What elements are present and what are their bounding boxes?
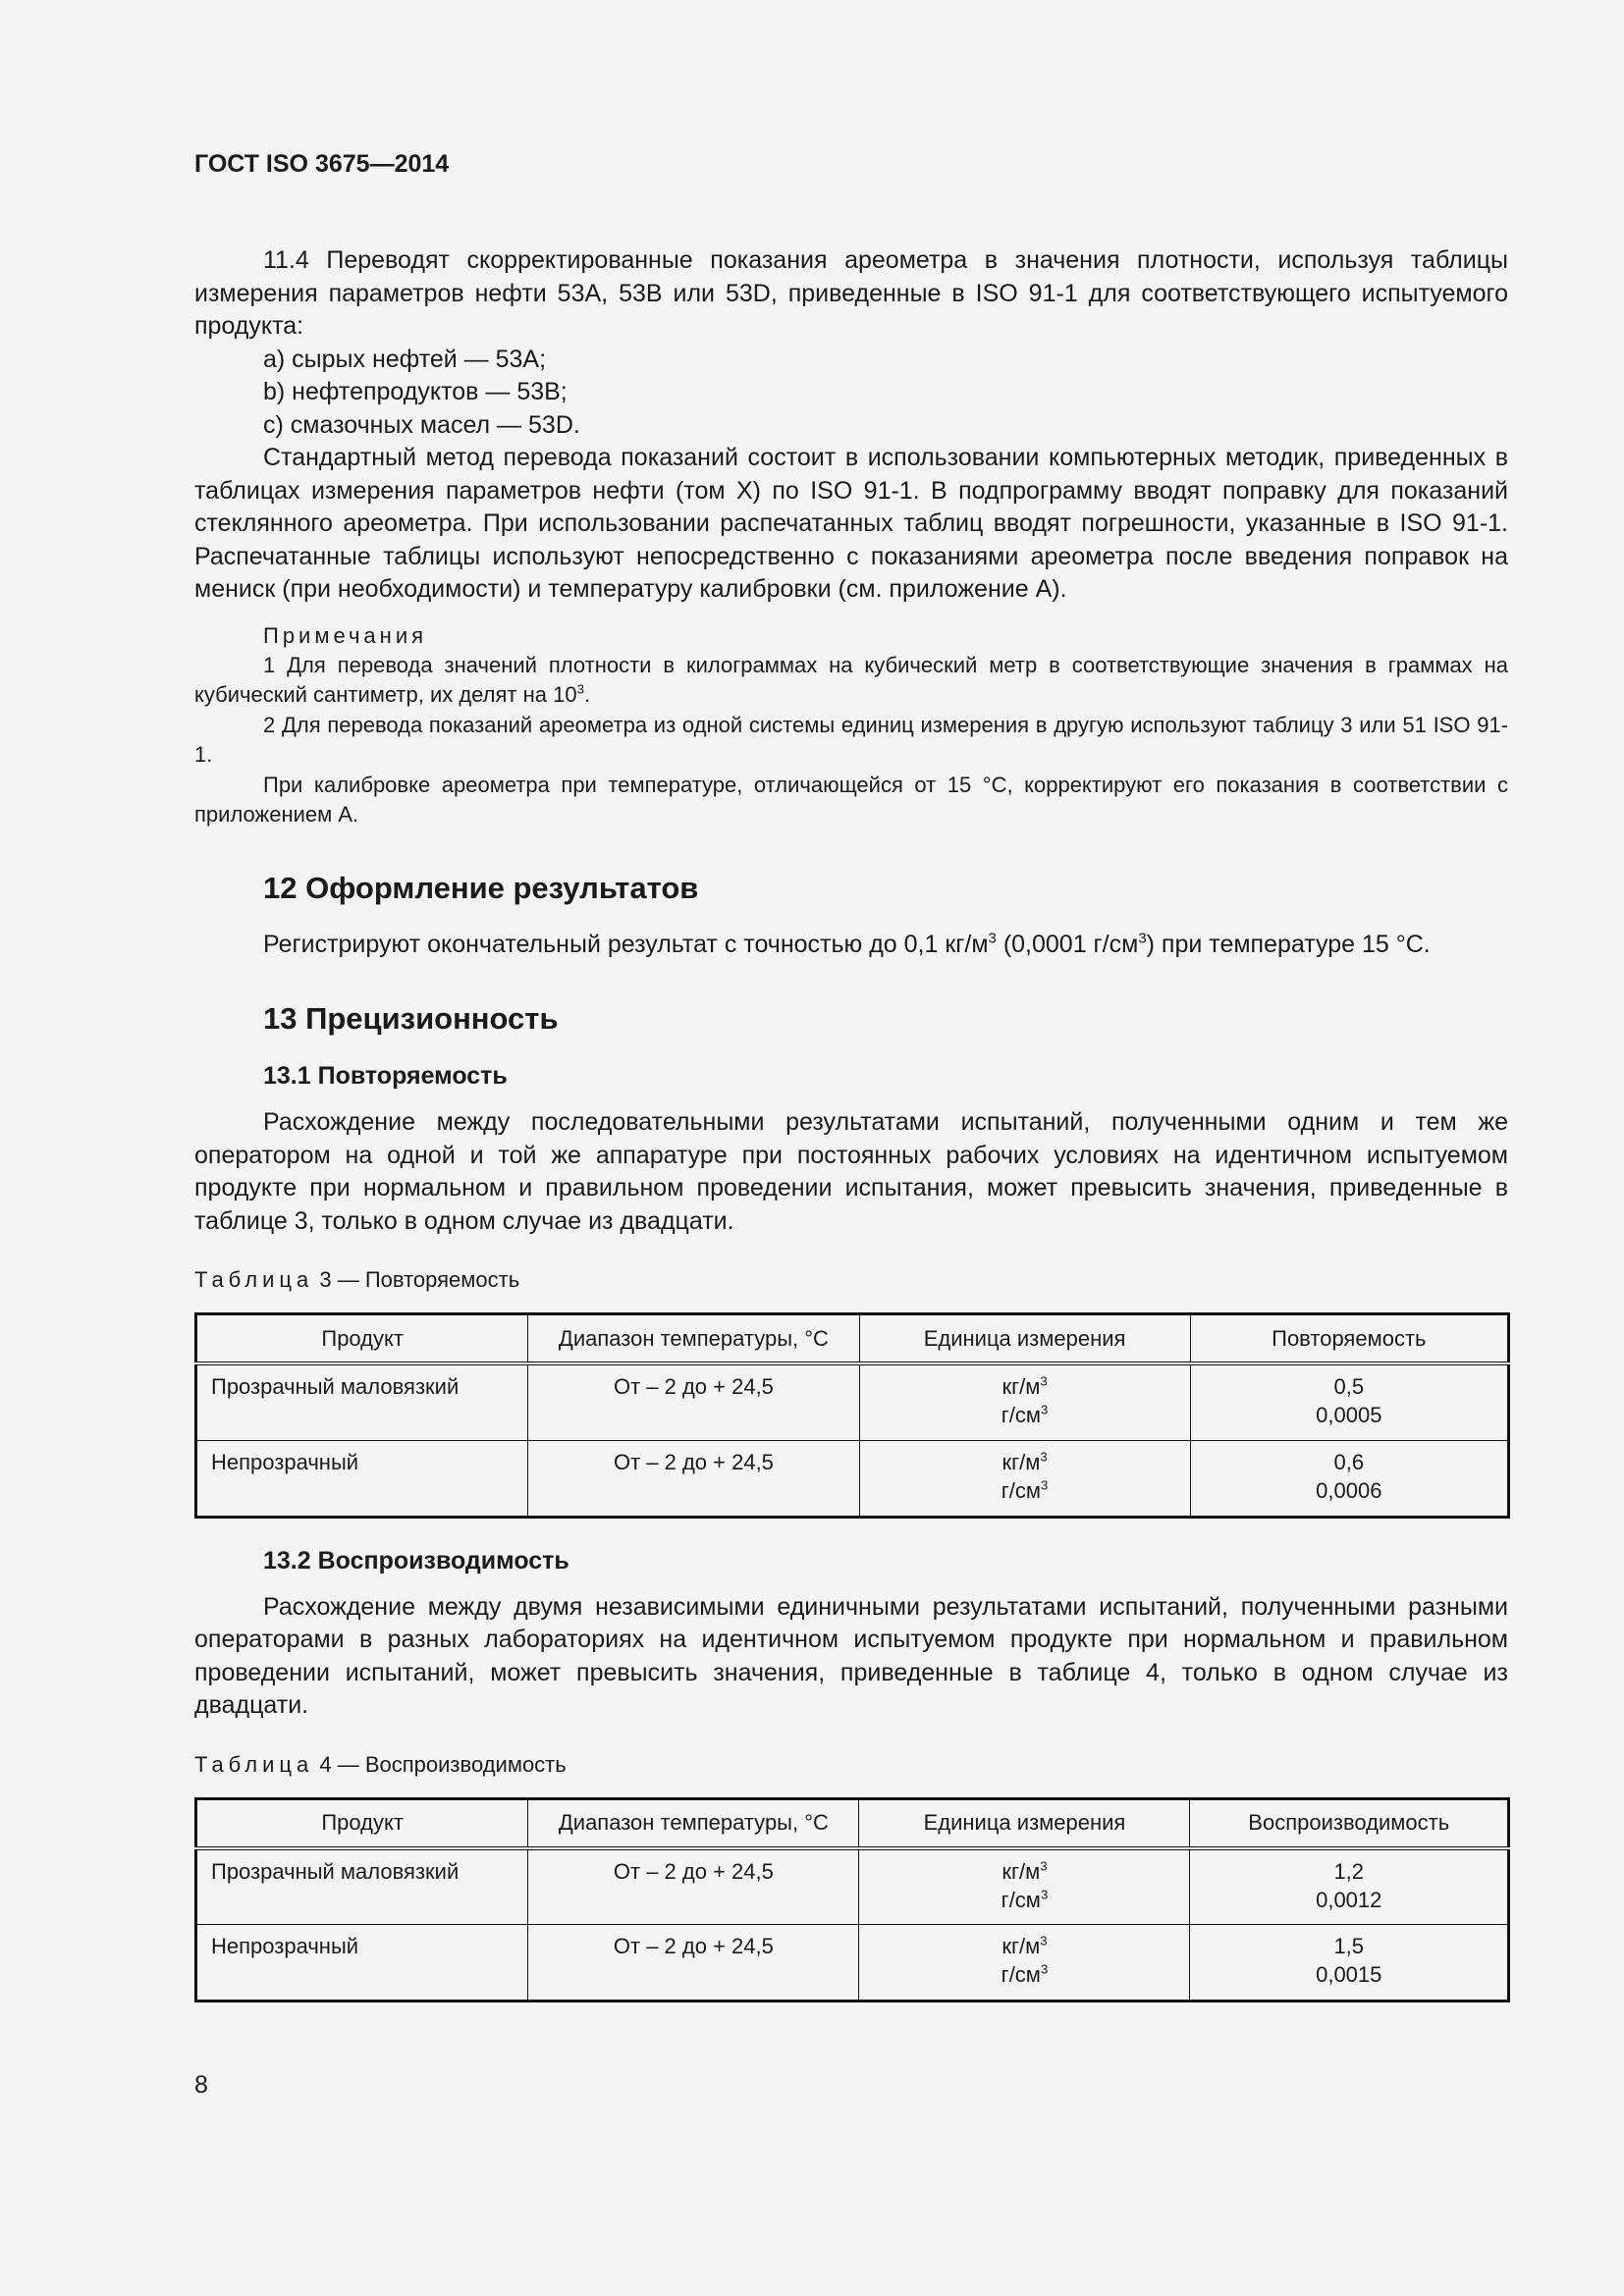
cell-product: Непрозрачный bbox=[196, 1925, 528, 2002]
note-2: 2 Для перевода показаний ареометра из одной системы единиц измерения в другую используют таблицу 3 или 51 ISO 91-1. bbox=[194, 712, 1508, 767]
note-1: 1 Для перевода значений плотности в килограммах на кубический метр в соответствующие значения в граммах на кубический сантиметр, их делят на $10^3$. bbox=[194, 652, 1508, 707]
table-header-row bbox=[196, 1314, 1509, 1364]
table-3-caption: Таблица 3 — Повторяемость bbox=[194, 1267, 520, 1292]
header-product: Продукт bbox=[196, 1314, 528, 1364]
section-13-title: 13 Прецизионность bbox=[263, 1001, 559, 1036]
section-11-4-intro: 11.4 Переводят скорректированные показания ареометра в значения плотности, используя таблицы измерения параметров нефти 53A, 53B или 53D, приведенные в ISO 91-1 для соответствующего испытуемого продукта: bbox=[194, 246, 1508, 340]
cell-range: От – 2 до + 24,5 bbox=[528, 1925, 859, 2002]
page-number: 8 bbox=[194, 2071, 208, 2099]
section-13-1-text: Расхождение между последовательными результатами испытаний, полученными одним и тем же оператором на одной и той же аппаратуре при постоянных рабочих условиях на идентичном испытуемом продукте при нормальном и правильном проведении испытания, может превысить значения, приведенные в таблице 3, только в одном случае из двадцати. bbox=[194, 1108, 1508, 1235]
list-item-c: с) смазочных масел — 53D. bbox=[263, 410, 580, 439]
table-row bbox=[196, 1925, 1509, 2002]
table-row bbox=[196, 1848, 1509, 1925]
page-content bbox=[194, 147, 1508, 2002]
section-13-2-text: Расхождение между двумя независимыми единичными результатами испытаний, полученными разными операторами в разных лабораториях на идентичном испытуемом продукте при нормальном и правильном проведении испытаний, может превысить значения, приведенные в таблице 4, только в одном случае из двадцати. bbox=[194, 1592, 1508, 1719]
header-range: Диапазон температуры, °С bbox=[528, 1798, 859, 1848]
cell-value: 1,2 0,0012 bbox=[1190, 1848, 1509, 1925]
header-value: Воспроизводимость bbox=[1190, 1798, 1509, 1848]
section-11-4-paragraph: Стандартный метод перевода показаний состоит в использовании компьютерных методик, приведенных в таблицах измерения параметров нефти (том X) по ISO 91-1. В подпрограмму вводят поправку для показаний стеклянного ареометра. При использовании распечатанных таблиц вводят погрешности, указанные в ISO 91-1. Распечатанные таблицы используют непосредственно с показаниями ареометра после введения поправок на мениск (при необходимости) и температуру калибровки (см. приложение А). bbox=[194, 444, 1508, 603]
section-13-2-title: 13.2 Воспроизводимость bbox=[263, 1546, 569, 1575]
cell-range: От – 2 до + 24,5 bbox=[528, 1848, 859, 1925]
header-range: Диапазон температуры, °С bbox=[528, 1314, 859, 1364]
document-header: ГОСТ ISO 3675—2014 bbox=[194, 150, 450, 178]
cell-product: Непрозрачный bbox=[196, 1440, 528, 1517]
header-unit: Единица измерения bbox=[859, 1798, 1190, 1848]
cell-unit: $кг/м^3$ $г/см^3$ bbox=[859, 1440, 1190, 1517]
header-unit: Единица измерения bbox=[859, 1314, 1190, 1364]
table-row bbox=[196, 1363, 1509, 1440]
table-header-row bbox=[196, 1798, 1509, 1848]
cell-value: 1,5 0,0015 bbox=[1190, 1925, 1509, 2002]
notes-heading: Примечания bbox=[263, 622, 428, 648]
list-item-b: b) нефтепродуктов — 53B; bbox=[263, 378, 568, 405]
cell-product: Прозрачный маловязкий bbox=[196, 1848, 528, 1925]
note-3: При калибровке ареометра при температуре, отличающейся от 15 °С, корректируют его показания в соответствии с приложением А. bbox=[194, 772, 1508, 827]
table-4 bbox=[194, 1797, 1510, 2003]
cell-range: От – 2 до + 24,5 bbox=[528, 1440, 859, 1517]
cell-unit: $кг/м^3$ $г/см^3$ bbox=[859, 1848, 1190, 1925]
cell-range: От – 2 до + 24,5 bbox=[528, 1363, 859, 1440]
cell-value: 0,6 0,0006 bbox=[1190, 1440, 1508, 1517]
table-row bbox=[196, 1440, 1509, 1517]
list-item-a: а) сырых нефтей — 53A; bbox=[263, 345, 547, 373]
header-value: Повторяемость bbox=[1190, 1314, 1508, 1364]
cell-unit: $кг/м^3$ $г/см^3$ bbox=[859, 1925, 1190, 2002]
section-12-text: Регистрируют окончательный результат с точностью до 0,1 $кг/м^3$ (0,0001 $г/см^3$) при температуре 15 °С. bbox=[263, 930, 1431, 958]
table-3 bbox=[194, 1312, 1510, 1519]
cell-value: 0,5 0,0005 bbox=[1190, 1363, 1508, 1440]
header-product: Продукт bbox=[196, 1798, 528, 1848]
cell-unit: $кг/м^3$ $г/см^3$ bbox=[859, 1363, 1190, 1440]
table-4-caption: Таблица 4 — Воспроизводимость bbox=[194, 1751, 567, 1777]
section-12-title: 12 Оформление результатов bbox=[263, 870, 699, 905]
section-13-1-title: 13.1 Повторяемость bbox=[263, 1062, 508, 1090]
cell-product: Прозрачный маловязкий bbox=[196, 1363, 528, 1440]
